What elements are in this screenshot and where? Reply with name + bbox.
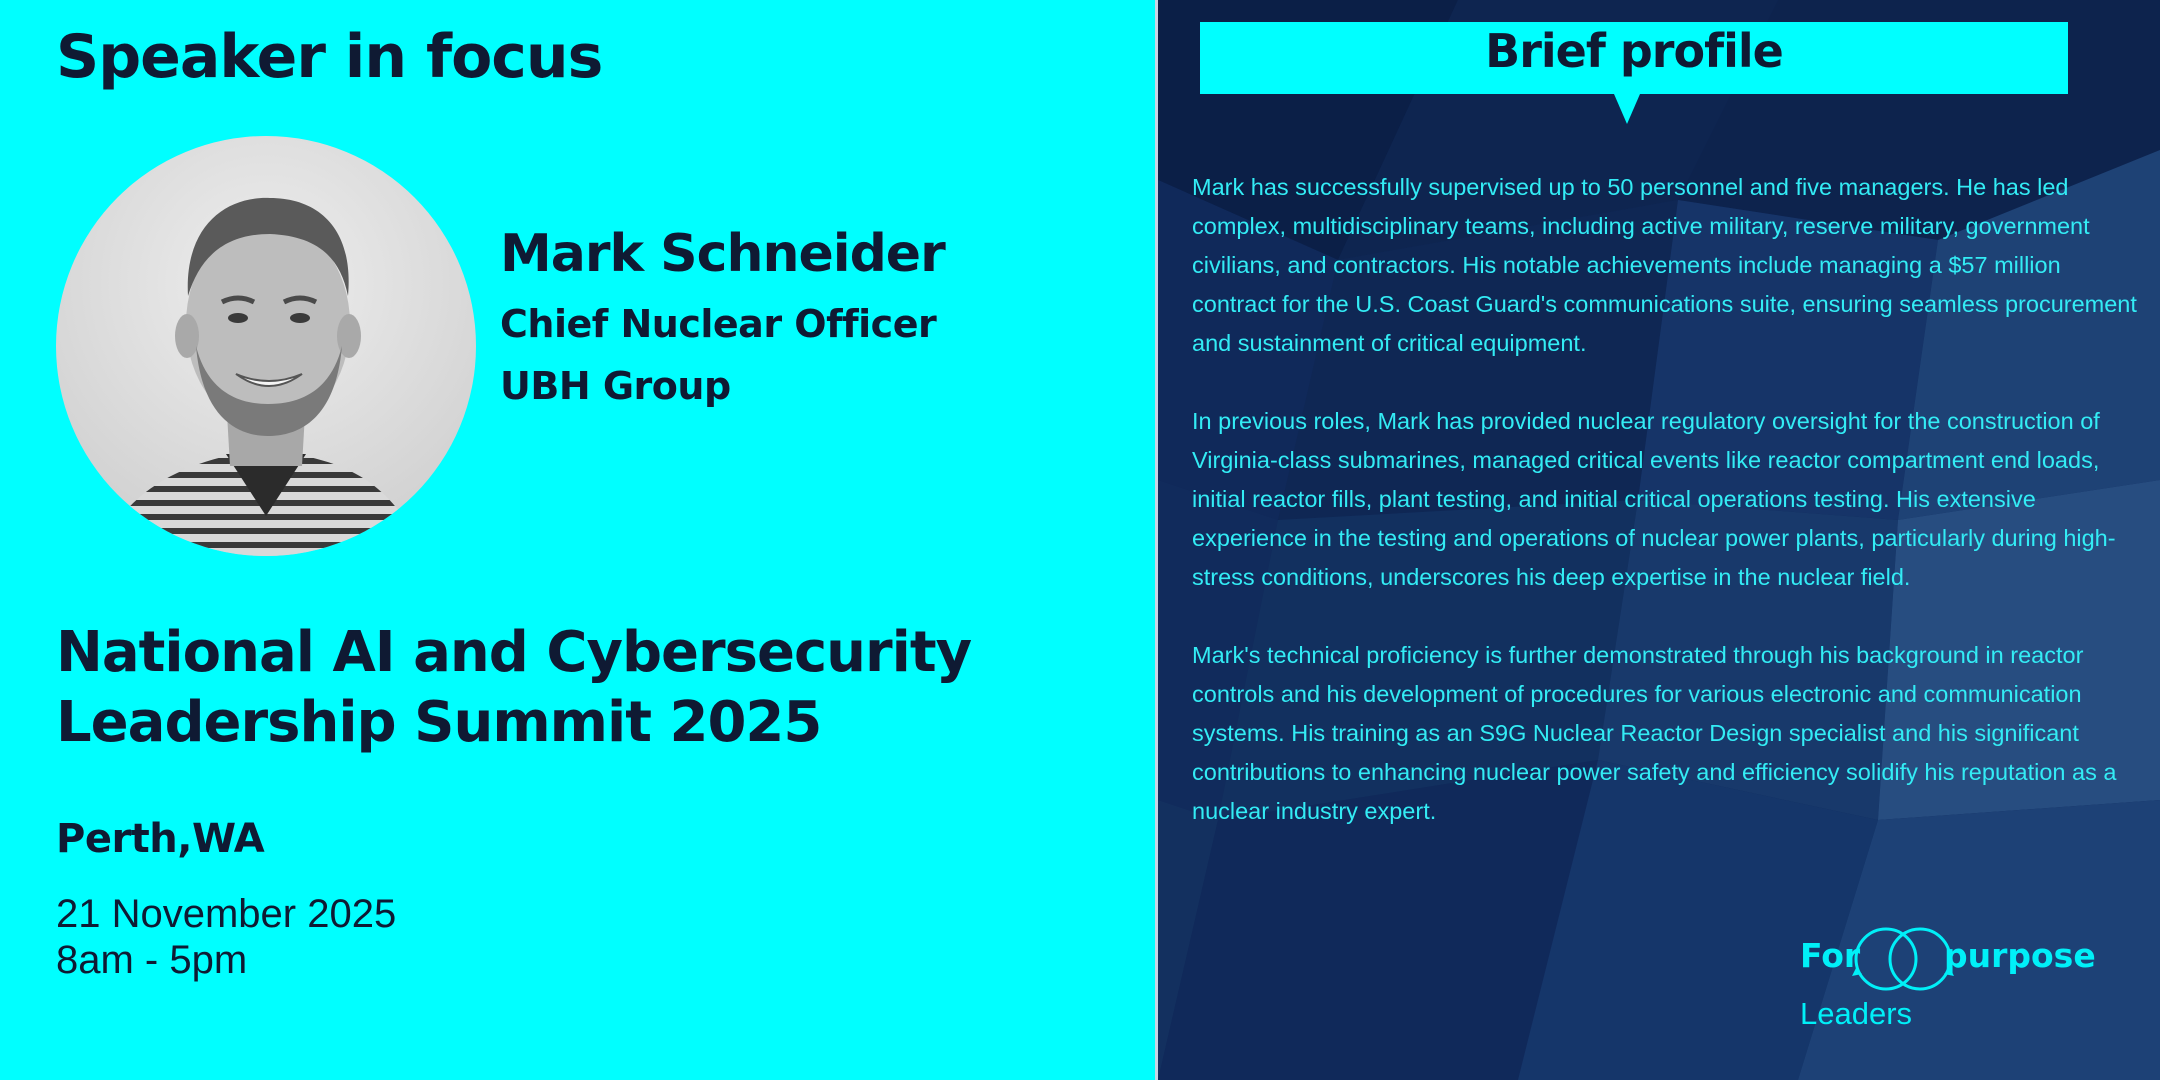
event-title-line-1: National AI and Cybersecurity (56, 620, 972, 685)
portrait-icon (56, 136, 476, 556)
speaker-name: Mark Schneider (500, 224, 945, 284)
banner-pointer (1614, 94, 1640, 124)
event-location: Perth,WA (56, 816, 265, 862)
event-title-line-2: Leadership Summit 2025 (56, 690, 822, 755)
logo-word-purpose: purpose (1944, 936, 2096, 975)
event-date: 21 November 2025 (56, 892, 397, 936)
logo-word-for: For (1800, 936, 1861, 975)
profile-heading: Brief profile (1485, 24, 1783, 78)
page-title: Speaker in focus (56, 22, 603, 92)
profile-bio (1192, 168, 2137, 870)
speaker-organization: UBH Group (500, 364, 731, 408)
profile-panel (1158, 0, 2160, 1080)
logo-word-leaders: Leaders (1800, 996, 1913, 1031)
speaker-photo (56, 136, 476, 556)
bio-paragraph: Mark's technical proficiency is further demonstrated through his background in reactor controls and his development of procedures for various electronic and communication systems. His training as an S9G Nuclear Reactor Design specialist and his significant contributions to enhancing nuclear power safety and efficiency solidify his reputation as a nuclear industry expert. (1192, 642, 2117, 824)
brand-logo (1800, 924, 2100, 1044)
event-title (56, 618, 1056, 758)
bio-paragraph: In previous roles, Mark has provided nuclear regulatory oversight for the construction of Virginia-class submarines, managed critical events like reactor compartment end loads, initial reactor fills, plant testing, and initial critical operations testing. His extensive experience in the testing and operations of nuclear power plants, particularly during high-stress conditions, underscores his deep expertise in the nuclear field. (1192, 408, 2116, 590)
bio-paragraph: Mark has successfully supervised up to 50 personnel and five managers. He has led complex, multidisciplinary teams, including active military, reserve military, government civilians, and contractors. His notable achievements include managing a $57 million contract for the U.S. Coast Guard's communications suite, ensuring seamless procurement and sustainment of critical equipment. (1192, 174, 2137, 356)
event-time: 8am - 5pm (56, 938, 248, 982)
speaker-role: Chief Nuclear Officer (500, 302, 937, 346)
profile-banner (1200, 22, 2068, 94)
